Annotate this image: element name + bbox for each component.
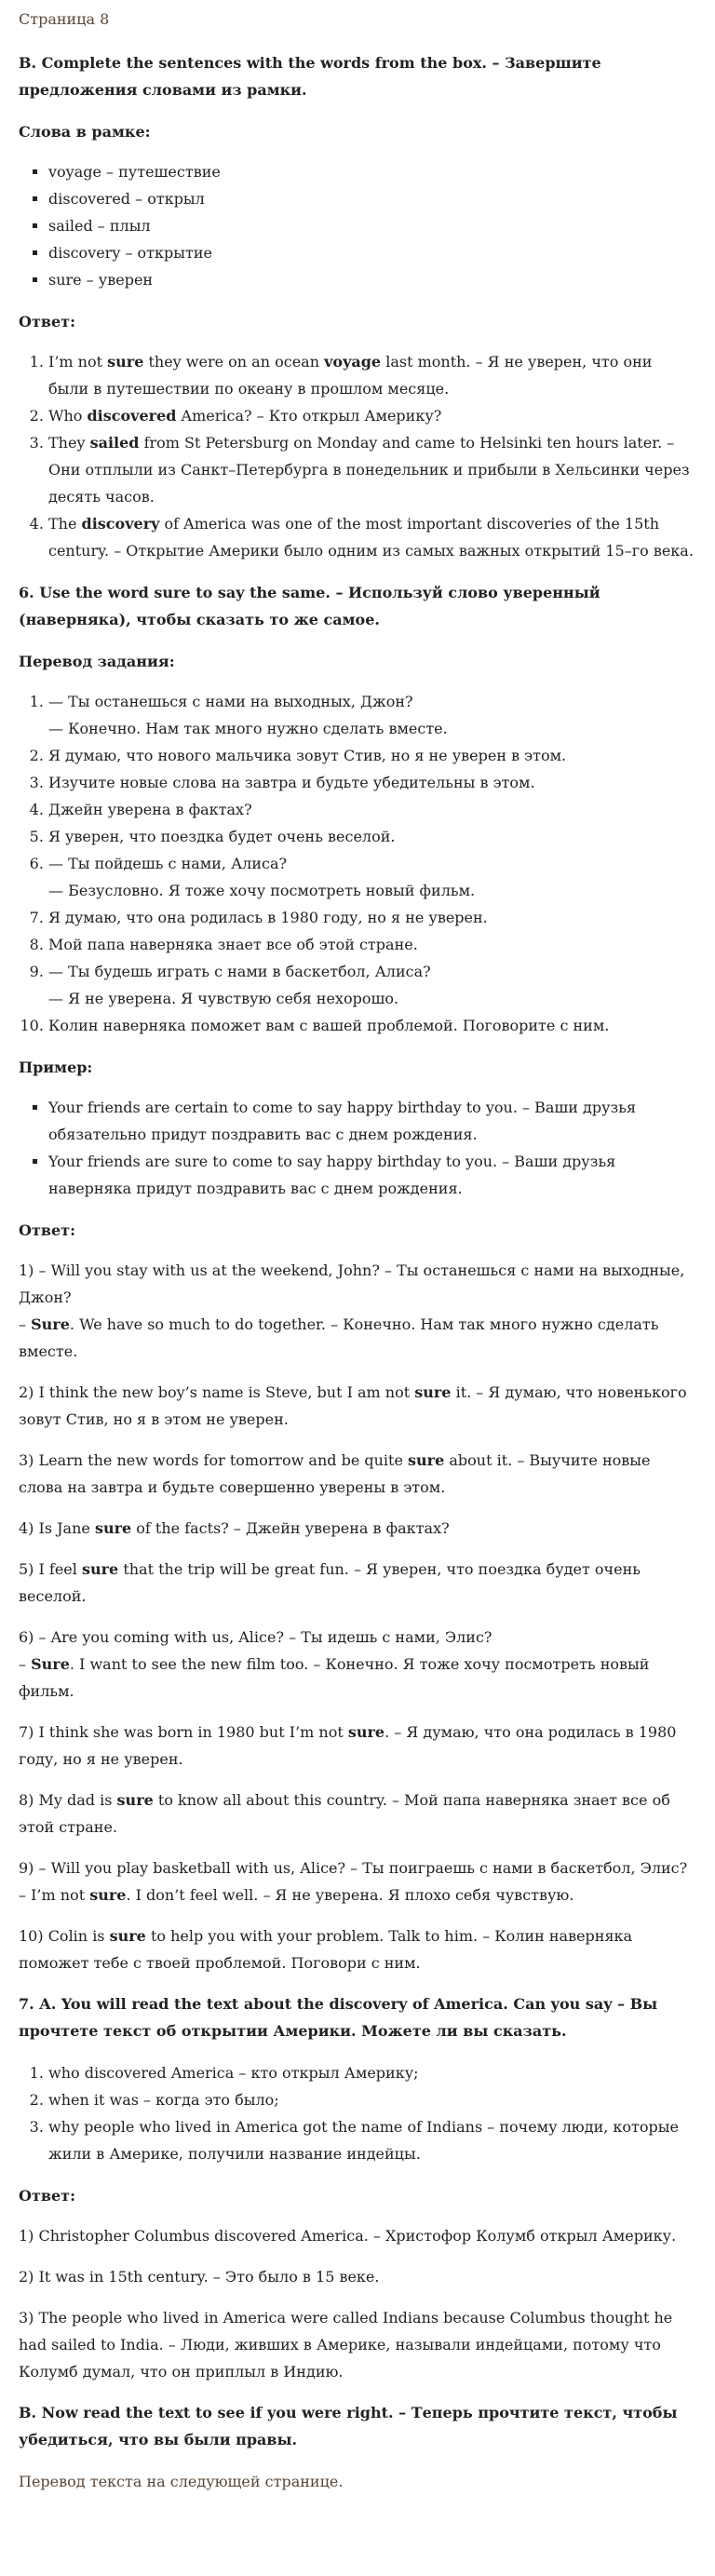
box-label: Слова в рамке: — [19, 123, 151, 141]
answer-text: – — [19, 1655, 32, 1673]
answer-text: . – Я думаю, что она родилась в 1980 году, но я не уверен. — [19, 1723, 677, 1768]
answer-paragraph — [19, 1787, 696, 1841]
answer-paragraph — [19, 1922, 696, 1976]
translation-line: 6. — Ты пойдешь с нами, Алиса? — [48, 855, 288, 872]
answer-text: to help you with your problem. Talk to him. – Колин наверняка поможет тебе с твоей проблемой. Поговори с ним. — [19, 1927, 633, 1972]
answer-text: 4) Is Jane — [19, 1519, 95, 1537]
answer-text: to know all about this country. – Мой папа наверняка знает все об этой стране. — [19, 1791, 670, 1836]
task-7-questions — [19, 2059, 696, 2167]
answer-text: 6) – Are you coming with us, Alice? – Ты идешь с нами, Элис? — [19, 1628, 492, 1646]
answer-bold-word: sure — [414, 1383, 452, 1401]
task-7b-heading: B. Now read the text to see if you were right. – Теперь прочтите текст, чтобы убедиться, что вы были правы. — [19, 2404, 678, 2448]
list-item: 4. Джейн уверена в фактах? — [48, 796, 696, 823]
answer-paragraph: 2) It was in 15th century. – Это было в 15 веке. — [19, 2268, 380, 2286]
list-item — [48, 850, 696, 904]
answer-bold-word: sure — [94, 1519, 132, 1537]
list-item: ▪ sure – уверен — [48, 266, 696, 293]
answer-bold-word: sure — [347, 1723, 385, 1741]
task-6-heading: 6. Use the word sure to say the same. – Используй слово уверенный (наверняка), чтобы сказать то же самое. — [19, 584, 600, 628]
list-item — [48, 510, 696, 564]
task-6-translation — [19, 688, 696, 1039]
answer-text: The — [48, 515, 82, 533]
list-item: 2. Я думаю, что нового мальчика зовут Стив, но я не уверен в этом. — [48, 742, 696, 769]
answer-paragraph — [19, 1719, 696, 1773]
answer-paragraph — [19, 1257, 696, 1365]
translation-line: — Конечно. Нам так много нужно сделать вместе. — [48, 720, 448, 737]
answer-text: it. – Я думаю, что новенького зовут Стив, но я в этом не уверен. — [19, 1383, 687, 1428]
answer-text: Who — [48, 407, 88, 425]
task-7a-heading: 7. A. You will read the text about the discovery of America. Can you say – Вы прочтете текст об открытии Америки. Можете ли вы сказать. — [19, 1995, 658, 2040]
list-item — [48, 348, 696, 402]
answer-bold-word: sure — [89, 1886, 127, 1904]
answer-text: about it. – Выучите новые слова на завтра и будьте совершенно уверены в этом. — [19, 1451, 651, 1496]
answer-text: – — [19, 1315, 32, 1333]
answer-bold-word: sure — [107, 353, 144, 371]
answer-bold-word: discovered — [87, 407, 177, 425]
translation-line: — Безусловно. Я тоже хочу посмотреть новый фильм. — [48, 882, 476, 899]
answer-paragraph — [19, 1854, 696, 1908]
translation-line: 9. — Ты будешь играть с нами в баскетбол, Алиса? — [48, 963, 431, 980]
answer-text: from St Petersburg on Monday and came to Helsinki ten hours later. – Они отплыли из Санкт–Петербурга в понедельник и прибыли в Хельсинки через десять часов. — [48, 434, 690, 506]
answer-bold-word: voyage — [324, 353, 382, 371]
answer-label: Ответ: — [19, 1221, 75, 1239]
list-item — [48, 958, 696, 1012]
list-item: ▪ voyage – путешествие — [48, 158, 696, 185]
answer-text: they were on an ocean — [143, 353, 325, 371]
translation-line: — Я не уверена. Я чувствую себя нехорошо. — [48, 990, 399, 1007]
answer-text: 5) I feel — [19, 1560, 82, 1578]
answer-paragraph — [19, 1447, 696, 1501]
list-item: 1. who discovered America – кто открыл Америку; — [48, 2059, 696, 2086]
list-item: 8. Мой папа наверняка знает все об этой стране. — [48, 931, 696, 958]
answer-bold-word: sure — [408, 1451, 445, 1469]
list-item — [48, 402, 696, 429]
list-item: 7. Я думаю, что она родилась в 1980 году, но я не уверен. — [48, 904, 696, 931]
answer-bold-word: sure — [109, 1927, 146, 1945]
footer-note: Перевод текста на следующей странице. — [19, 2473, 344, 2490]
example-list — [19, 1094, 696, 1202]
list-item: 5. Я уверен, что поездка будет очень веселой. — [48, 823, 696, 850]
answer-paragraph — [19, 1515, 696, 1542]
answer-text: 9) – Will you play basketball with us, Alice? – Ты поиграешь с нами в баскетбол, Элис? — [19, 1859, 688, 1877]
list-item: ▪ Your friends are certain to come to say happy birthday to you. – Ваши друзья обязательно придут поздравить вас с днем рождения. — [48, 1094, 696, 1148]
answer-paragraph: 3) The people who lived in America were called Indians because Columbus thought he had sailed to India. – Люди, живших в Америке, называли индейцами, потому что Колумб думал, что он приплыл в Индию. — [19, 2309, 673, 2380]
answer-paragraph — [19, 1556, 696, 1610]
answer-text: I’m not — [48, 353, 108, 371]
answer-bold-word: sure — [116, 1791, 154, 1809]
task-b-answers — [19, 348, 696, 564]
answer-text: 1) – Will you stay with us at the weekend, John? – Ты останешься с нами на выходные, Джон? — [19, 1261, 685, 1306]
answer-label: Ответ: — [19, 2187, 75, 2205]
answer-text: 10) Colin is — [19, 1927, 110, 1945]
answer-text: 3) Learn the new words for tomorrow and be quite — [19, 1451, 409, 1469]
answer-paragraph — [19, 1379, 696, 1433]
answer-bold-word: Sure — [31, 1655, 70, 1673]
answer-text: 8) My dad is — [19, 1791, 117, 1809]
list-item — [48, 688, 696, 742]
word-box-list — [19, 158, 696, 293]
list-item: 3. Изучите новые слова на завтра и будьте убедительны в этом. — [48, 769, 696, 796]
answer-text: America? – Кто открыл Америку? — [176, 407, 442, 425]
answer-paragraph — [19, 1624, 696, 1705]
answer-text: last month. – Я не уверен, что они были в путешествии по океану в прошлом месяце. — [48, 353, 653, 398]
answer-text: . I don’t feel well. – Я не уверена. Я плохо себя чувствую. — [126, 1886, 574, 1904]
translation-line: 1. — Ты останешься с нами на выходных, Джон? — [48, 693, 413, 710]
answer-text: – I’m not — [19, 1886, 90, 1904]
list-item — [48, 429, 696, 510]
answer-text: . We have so much to do together. – Конечно. Нам так много нужно сделать вместе. — [19, 1315, 659, 1360]
answer-text: of America was one of the most important discoveries of the 15th century. – Открытие Америки было одним из самых важных открытий 15–го века. — [48, 515, 694, 560]
answer-paragraph: 1) Christopher Columbus discovered America. – Христофор Колумб открыл Америку. — [19, 2227, 677, 2245]
list-item: 3. why people who lived in America got the name of Indians – почему люди, которые жили в Америке, получили название индейцы. — [48, 2113, 696, 2167]
list-item: 2. when it was – когда это было; — [48, 2086, 696, 2113]
list-item: ▪ discovered – открыл — [48, 185, 696, 212]
answer-label: Ответ: — [19, 313, 75, 330]
answer-text: . I want to see the new film too. – Конечно. Я тоже хочу посмотреть новый фильм. — [19, 1655, 650, 1700]
answer-text: of the facts? – Джейн уверена в фактах? — [131, 1519, 450, 1537]
answer-bold-word: discovery — [81, 515, 160, 533]
answer-bold-word: sailed — [89, 434, 140, 452]
answer-bold-word: Sure — [31, 1315, 70, 1333]
example-label: Пример: — [19, 1059, 93, 1076]
task-b-heading: B. Complete the sentences with the words from the box. – Завершите предложения словами из рамки. — [19, 54, 601, 99]
list-item: ▪ discovery – открытие — [48, 239, 696, 266]
answer-text: 7) I think she was born in 1980 but I’m not — [19, 1723, 348, 1741]
answer-text: They — [48, 434, 90, 452]
answer-text: 2) I think the new boy’s name is Steve, but I am not — [19, 1383, 415, 1401]
list-item: 10. Колин наверняка поможет вам с вашей проблемой. Поговорите с ним. — [48, 1012, 696, 1039]
translation-label: Перевод задания: — [19, 653, 175, 670]
answer-bold-word: sure — [81, 1560, 119, 1578]
page-label: Страница 8 — [19, 10, 110, 28]
list-item: ▪ sailed – плыл — [48, 212, 696, 239]
answer-text: that the trip will be great fun. – Я уверен, что поездка будет очень веселой. — [19, 1560, 641, 1605]
list-item: ▪ Your friends are sure to come to say happy birthday to you. – Ваши друзья наверняка придут поздравить вас с днем рождения. — [48, 1148, 696, 1202]
